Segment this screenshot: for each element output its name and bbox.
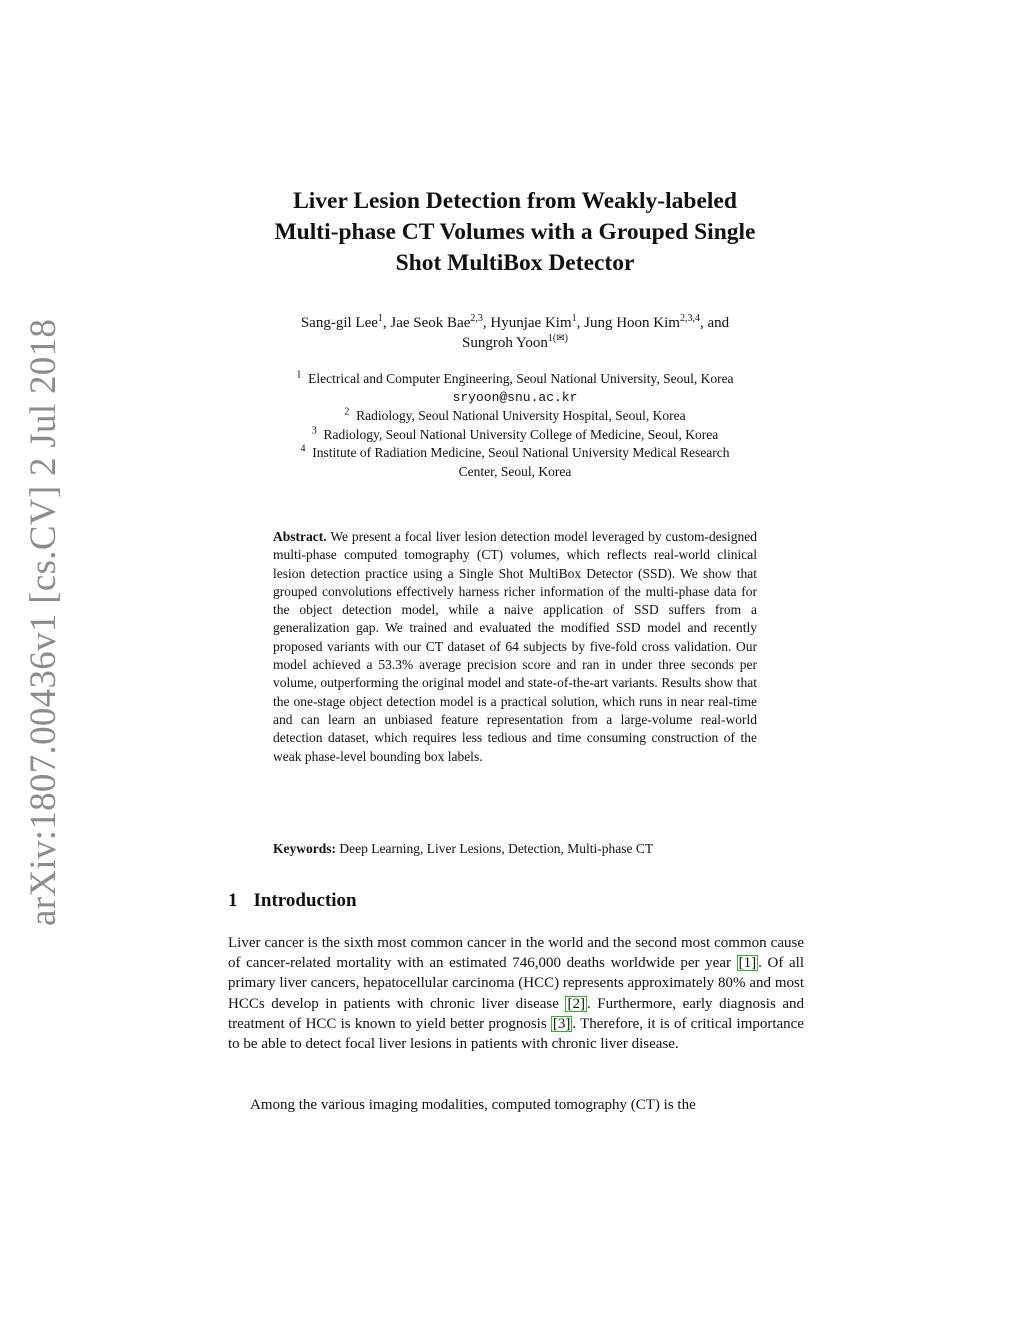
keywords bbox=[273, 840, 757, 858]
affiliation-list bbox=[220, 370, 810, 481]
affiliation-item-continuation: Center, Seoul, Korea bbox=[458, 463, 572, 479]
keywords-text: Deep Learning, Liver Lesions, Detection, Multi-phase CT bbox=[339, 841, 654, 856]
title-line: Liver Lesion Detection from Weakly-labeled bbox=[293, 188, 737, 214]
author-name: Jung Hoon Kim bbox=[584, 315, 680, 331]
author-conjunction: and bbox=[707, 315, 730, 331]
author-affiliation-mark: 2,3 bbox=[470, 313, 483, 324]
affiliation-item: $^4$ Institute of Radiation Medicine, Seoul National University Medical Research bbox=[300, 443, 730, 460]
arxiv-identifier: arXiv:1807.00436v1 [cs.CV] 2 Jul 2018 bbox=[23, 318, 64, 926]
keywords-label: Keywords: bbox=[273, 841, 336, 856]
abstract-text: We present a focal liver lesion detection model leveraged by custom-designed multi-phase computed tomography (CT) volumes, which reflects real-world clinical lesion detection practice using a Single Shot MultiBox Detector (SSD). We show that grouped convolutions effectively harness richer information of the multi-phase data for the object detection model, while a naive application of SSD suffers from a generalization gap. We trained and evaluated the modified SSD model and recently proposed variants with our CT dataset of 64 subjects by five-fold cross validation. Our model achieved a 53.3% average precision score and ran in under three seconds per volume, outperforming the original model and state-of-the-art variants. Results show that the one-stage object detection model is a practical solution, which runs in near real-time and can learn an unbiased feature representation from a large-volume real-world detection dataset, which requires less tedious and time consuming construction of the weak phase-level bounding box labels. bbox=[273, 529, 757, 764]
intro-paragraph: Among the various imaging modalities, computed tomography (CT) is the bbox=[250, 1097, 696, 1113]
author-affiliation-mark: 2,3,4 bbox=[679, 313, 700, 324]
author-affiliation-mark: 1 bbox=[377, 313, 383, 324]
paper-title bbox=[200, 186, 830, 279]
abstract-label: Abstract. bbox=[273, 529, 327, 544]
author-name: Jae Seok Bae bbox=[390, 315, 471, 331]
affiliation-item: $^1$ Electrical and Computer Engineering, Seoul National University, Seoul, Korea bbox=[296, 369, 734, 386]
author-affiliation-mark: 1 bbox=[571, 313, 577, 324]
affiliation-item: $^2$ Radiology, Seoul National University Hospital, Seoul, Korea bbox=[344, 406, 686, 423]
title-line: Multi-phase CT Volumes with a Grouped Single bbox=[274, 219, 756, 245]
intro-paragraph: Liver cancer is the sixth most common cancer in the world and the second most common cause of cancer-related mortality with an estimated 746,000 deaths worldwide per year [1] . Of all primary liver cancers, hepatocellular carcinoma (HCC) represents approximately 80% and most HCCs develop in patients with chronic liver disease [2] . Furthermore, early diagnosis and treatment of HCC is known to yield better prognosis [3] . Therefore, it is of critical importance to be able to detect focal liver lesions in patients with chronic liver disease. bbox=[228, 935, 805, 1053]
citation-link[interactable]: [1] bbox=[738, 955, 757, 972]
author-name: Sungroh Yoon bbox=[462, 335, 548, 351]
citation-link[interactable]: [3] bbox=[552, 1015, 571, 1032]
section-heading bbox=[228, 890, 357, 912]
title-line: Shot MultiBox Detector bbox=[395, 250, 635, 276]
citation-link[interactable]: [2] bbox=[567, 995, 585, 1012]
author-name: Sang-gil Lee bbox=[300, 315, 378, 331]
author-name: Hyunjae Kim bbox=[490, 315, 572, 331]
author-list: Sang-gil Lee$^1$, Jae Seok Bae$^{2,3}$, Hyunjae Kim$^1$, Jung Hoon Kim$^{2,3,4}$, and Sungroh Yoon$^{1(✉)}$ bbox=[300, 313, 730, 351]
section-title: Introduction bbox=[253, 890, 357, 911]
abstract bbox=[273, 528, 757, 766]
affiliation-item: $^3$ Radiology, Seoul National University College of Medicine, Seoul, Korea bbox=[311, 425, 719, 442]
contact-email[interactable]: sryoon@snu.ac.kr bbox=[452, 389, 578, 405]
section-number: 1 bbox=[228, 890, 238, 911]
author-affiliation-mark: 1(✉) bbox=[547, 333, 568, 344]
